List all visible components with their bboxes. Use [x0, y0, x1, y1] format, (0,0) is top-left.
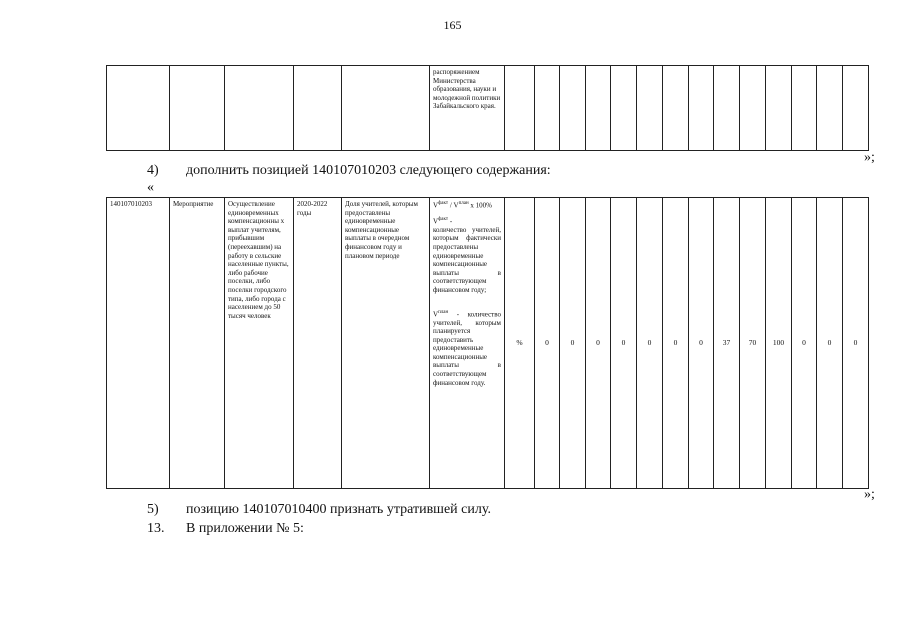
value-cell: 0 [535, 198, 560, 489]
item-5-number: 5) [147, 502, 159, 517]
definition-plan: $V^{план}$ - количество учителей, которым планируется предоставить единовременные компенсационные выплаты в соответствующем финансовом году. [433, 309, 501, 387]
unit-cell: % [505, 198, 535, 489]
value-cell: 0 [689, 198, 714, 489]
type-cell: Мероприятие [170, 198, 225, 489]
item-13-text: В приложении № 5: [186, 521, 304, 536]
value-cell: 0 [586, 198, 611, 489]
value-cell: 0 [843, 198, 869, 489]
value-cell: 0 [560, 198, 586, 489]
value-cell: 0 [663, 198, 689, 489]
value-cell: 70 [740, 198, 766, 489]
closing-quote-2: »; [864, 487, 875, 502]
code-cell: 140107010203 [107, 198, 170, 489]
opening-quote: « [147, 180, 154, 195]
table-row [107, 198, 869, 489]
closing-quote-1: »; [864, 150, 875, 165]
value-cell: 0 [817, 198, 843, 489]
value-cell: 0 [792, 198, 817, 489]
top-table-text-cell: распоряжением Министерства образования, науки и молодежной политики Забайкальского края. [430, 66, 505, 151]
item-4-number: 4) [147, 163, 159, 178]
value-cell: 0 [611, 198, 637, 489]
value-cell: 100 [766, 198, 792, 489]
position-table [106, 197, 869, 489]
formula-cell [430, 198, 505, 489]
page-number: 165 [443, 18, 462, 32]
formula: $V^{факт} / V^{план}$ x 100% [433, 201, 492, 210]
item-13-number: 13. [147, 521, 165, 536]
years-cell: 2020-2022 годы [294, 198, 342, 489]
value-cell: 0 [637, 198, 663, 489]
value-cell: 37 [714, 198, 740, 489]
name-cell: Осуществление единовременных компенсационны х выплат учителям, прибывшим (переехавшим) на работу в сельские населенные пункты, либо рабочие поселки, либо поселки городского типа, либо города с населением до 50 тысяч человек [225, 198, 294, 489]
top-table [106, 65, 869, 151]
item-4-text: дополнить позицией 140107010203 следующего содержания: [186, 163, 551, 178]
item-5-text: позицию 140107010400 признать утратившей силу. [186, 502, 491, 517]
indicator-cell: Доля учителей, которым предоставлены единовременные компенсационные выплаты в очередном финансовом году и плановом периоде [342, 198, 430, 489]
definition-fact: $V^{факт}$ - количество учителей, которым фактически предоставлены единовременные компенсационные выплаты в соответствующем финансовом году; [433, 216, 501, 294]
